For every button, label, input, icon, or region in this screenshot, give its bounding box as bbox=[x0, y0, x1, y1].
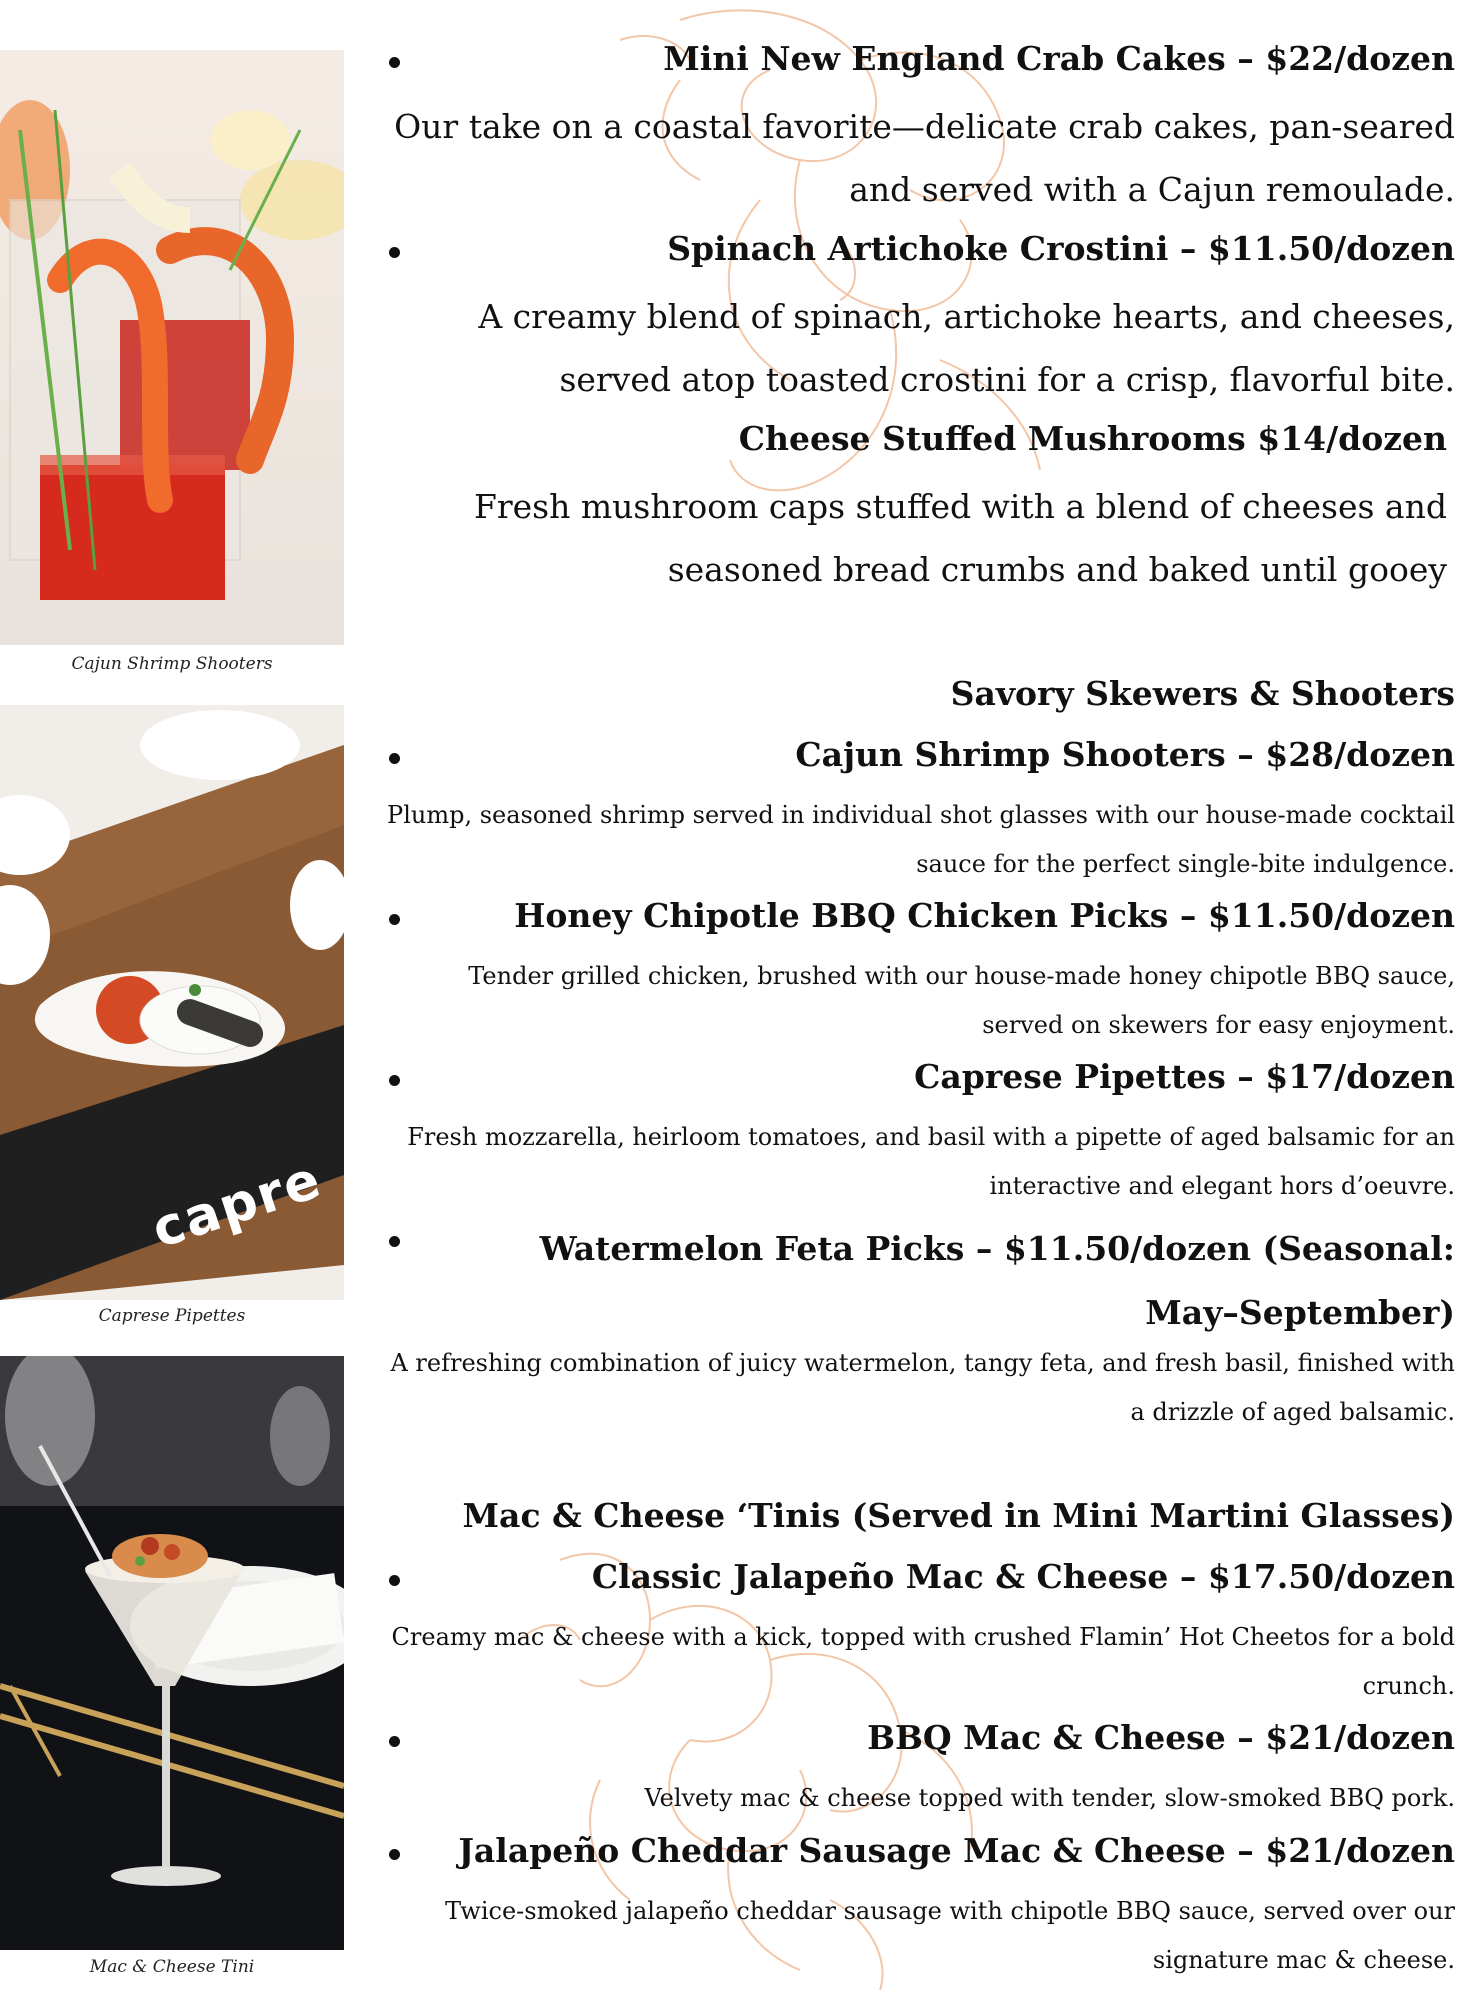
item-title-shrimp-shooters: Cajun Shrimp Shooters – $28/dozen bbox=[795, 735, 1455, 774]
item-desc-classic-jalapeno: Creamy mac & cheese with a kick, topped with crushed Flamin’ Hot Cheetos for a bold crunch. bbox=[391, 1623, 1455, 1700]
item-title-caprese: Caprese Pipettes – $17/dozen bbox=[914, 1057, 1455, 1096]
item-desc-crostini: A creamy blend of spinach, artichoke hearts, and cheeses, served atop toasted crostini for a crisp, flavorful bite. bbox=[478, 297, 1455, 399]
mac-cheese-tini-image bbox=[0, 1356, 344, 1950]
item-desc-bbq-mac: Velvety mac & cheese topped with tender, slow-smoked BBQ pork. bbox=[644, 1784, 1455, 1812]
photo-caption-shrimp: Cajun Shrimp Shooters bbox=[71, 654, 273, 674]
bullet-watermelon bbox=[389, 1236, 400, 1247]
item-desc-mushrooms: Fresh mushroom caps stuffed with a blend of cheeses and seasoned bread crumbs and baked until gooey bbox=[473, 487, 1447, 589]
shrimp-shooters-photo bbox=[0, 50, 344, 645]
item-title-bbq-chicken: Honey Chipotle BBQ Chicken Picks – $11.50/dozen bbox=[514, 896, 1455, 935]
item-desc-shrimp-shooters: Plump, seasoned shrimp served in individual shot glasses with our house-made cocktail sauce for the perfect single-bite indulgence. bbox=[387, 801, 1455, 878]
section-heading-mac: Mac & Cheese ‘Tinis (Served in Mini Martini Glasses) bbox=[462, 1496, 1455, 1535]
item-desc-caprese: Fresh mozzarella, heirloom tomatoes, and basil with a pipette of aged balsamic for an interactive and elegant hors d’oeuvre. bbox=[407, 1123, 1455, 1200]
mac-cheese-tini-photo bbox=[0, 1356, 344, 1950]
photo-caption-mac: Mac & Cheese Tini bbox=[89, 1957, 255, 1977]
section-heading-skewers: Savory Skewers & Shooters bbox=[950, 674, 1455, 713]
photo-caption-caprese: Caprese Pipettes bbox=[98, 1306, 246, 1326]
item-desc-crab-cakes: Our take on a coastal favorite—delicate crab cakes, pan-seared and served with a Cajun remoulade. bbox=[394, 107, 1455, 209]
item-title-bbq-mac: BBQ Mac & Cheese – $21/dozen bbox=[867, 1718, 1455, 1757]
plate-label-text: capre bbox=[144, 1149, 330, 1261]
item-title-crab-cakes: Mini New England Crab Cakes – $22/dozen bbox=[663, 39, 1455, 78]
caprese-pipettes-photo bbox=[0, 705, 344, 1300]
item-desc-sausage-mac: Twice-smoked jalapeño cheddar sausage with chipotle BBQ sauce, served over our signature mac & cheese. bbox=[445, 1897, 1455, 1974]
item-desc-watermelon: A refreshing combination of juicy watermelon, tangy feta, and fresh basil, finished with a drizzle of aged balsamic. bbox=[390, 1349, 1455, 1426]
item-title-crostini: Spinach Artichoke Crostini – $11.50/dozen bbox=[667, 229, 1455, 268]
item-title-mushrooms: Cheese Stuffed Mushrooms $14/dozen bbox=[738, 419, 1447, 458]
item-title-watermelon: Watermelon Feta Picks – $11.50/dozen (Seasonal: May–September) bbox=[539, 1229, 1455, 1332]
item-title-sausage-mac: Jalapeño Cheddar Sausage Mac & Cheese – $21/dozen bbox=[458, 1831, 1455, 1870]
item-desc-bbq-chicken: Tender grilled chicken, brushed with our house-made honey chipotle BBQ sauce, served on skewers for easy enjoyment. bbox=[468, 962, 1455, 1039]
item-title-classic-jalapeno: Classic Jalapeño Mac & Cheese – $17.50/dozen bbox=[591, 1557, 1455, 1596]
shrimp-shooters-image bbox=[0, 50, 344, 645]
